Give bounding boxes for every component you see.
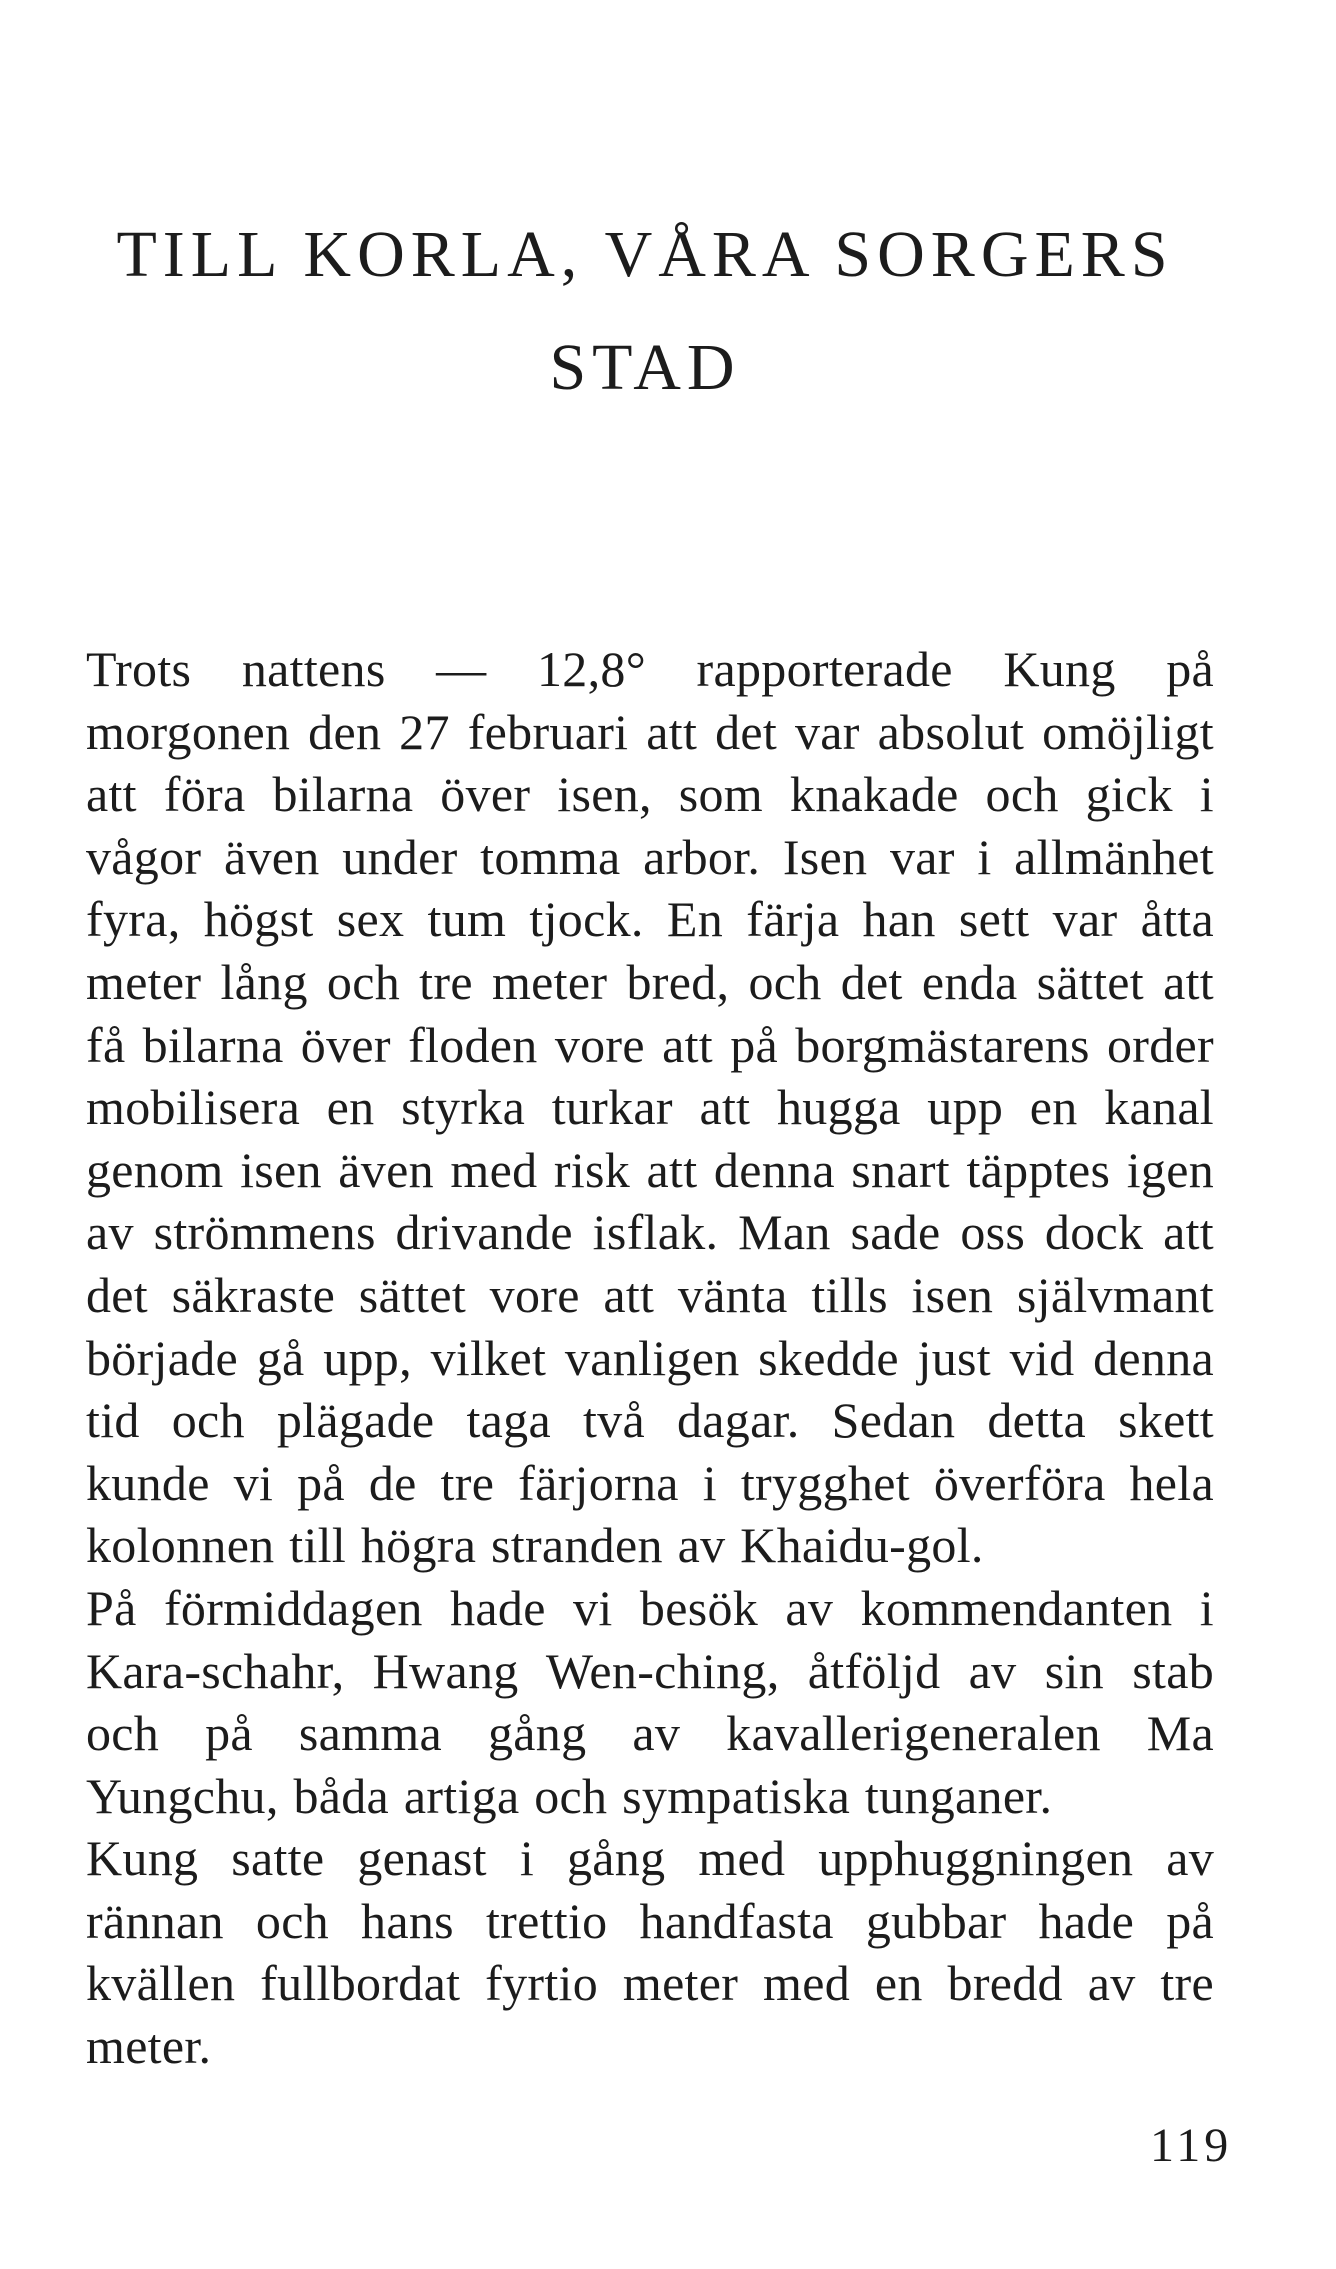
body-text <box>86 638 1214 2078</box>
paragraph: På förmiddagen hade vi besök av kommendanten i Kara-schahr, Hwang Wen-ching, åtföljd av sin stab och på samma gång av kavallerigeneralen Ma Yungchu, båda artiga och sympatiska tunganer. <box>86 1579 1214 1824</box>
page-number: 119 <box>1150 2119 1233 2172</box>
paragraph: Trots nattens — 12,8° rapporterade Kung på morgonen den 27 februari att det var absolut omöjligt att föra bilarna över isen, som knakade och gick i vågor även under tomma arbor. Isen var i allmänhet fyra, högst sex tum tjock. En färja han sett var åtta meter lång och tre meter bred, och det enda sättet att få bilarna över floden vore att på borgmästarens order mobilisera en styrka turkar att hugga upp en kanal genom isen även med risk att denna snart täpptes igen av strömmens drivande isflak. Man sade oss dock att det säkraste sättet vore att vänta tills isen självmant började gå upp, vilket vanligen skedde just vid denna tid och plägade taga två dagar. Sedan detta skett kunde vi på de tre färjorna i trygghet överföra hela kolonnen till högra stranden av Khaidu-gol. <box>86 641 1214 1574</box>
paragraph: Kung satte genast i gång med upphuggningen av rännan och hans trettio handfasta gubbar hade på kvällen fullbordat fyrtio meter med en bredd av tre meter. <box>86 1830 1214 2075</box>
chapter-title: TILL KORLA, VÅRA SORGERS STAD <box>116 218 1174 404</box>
